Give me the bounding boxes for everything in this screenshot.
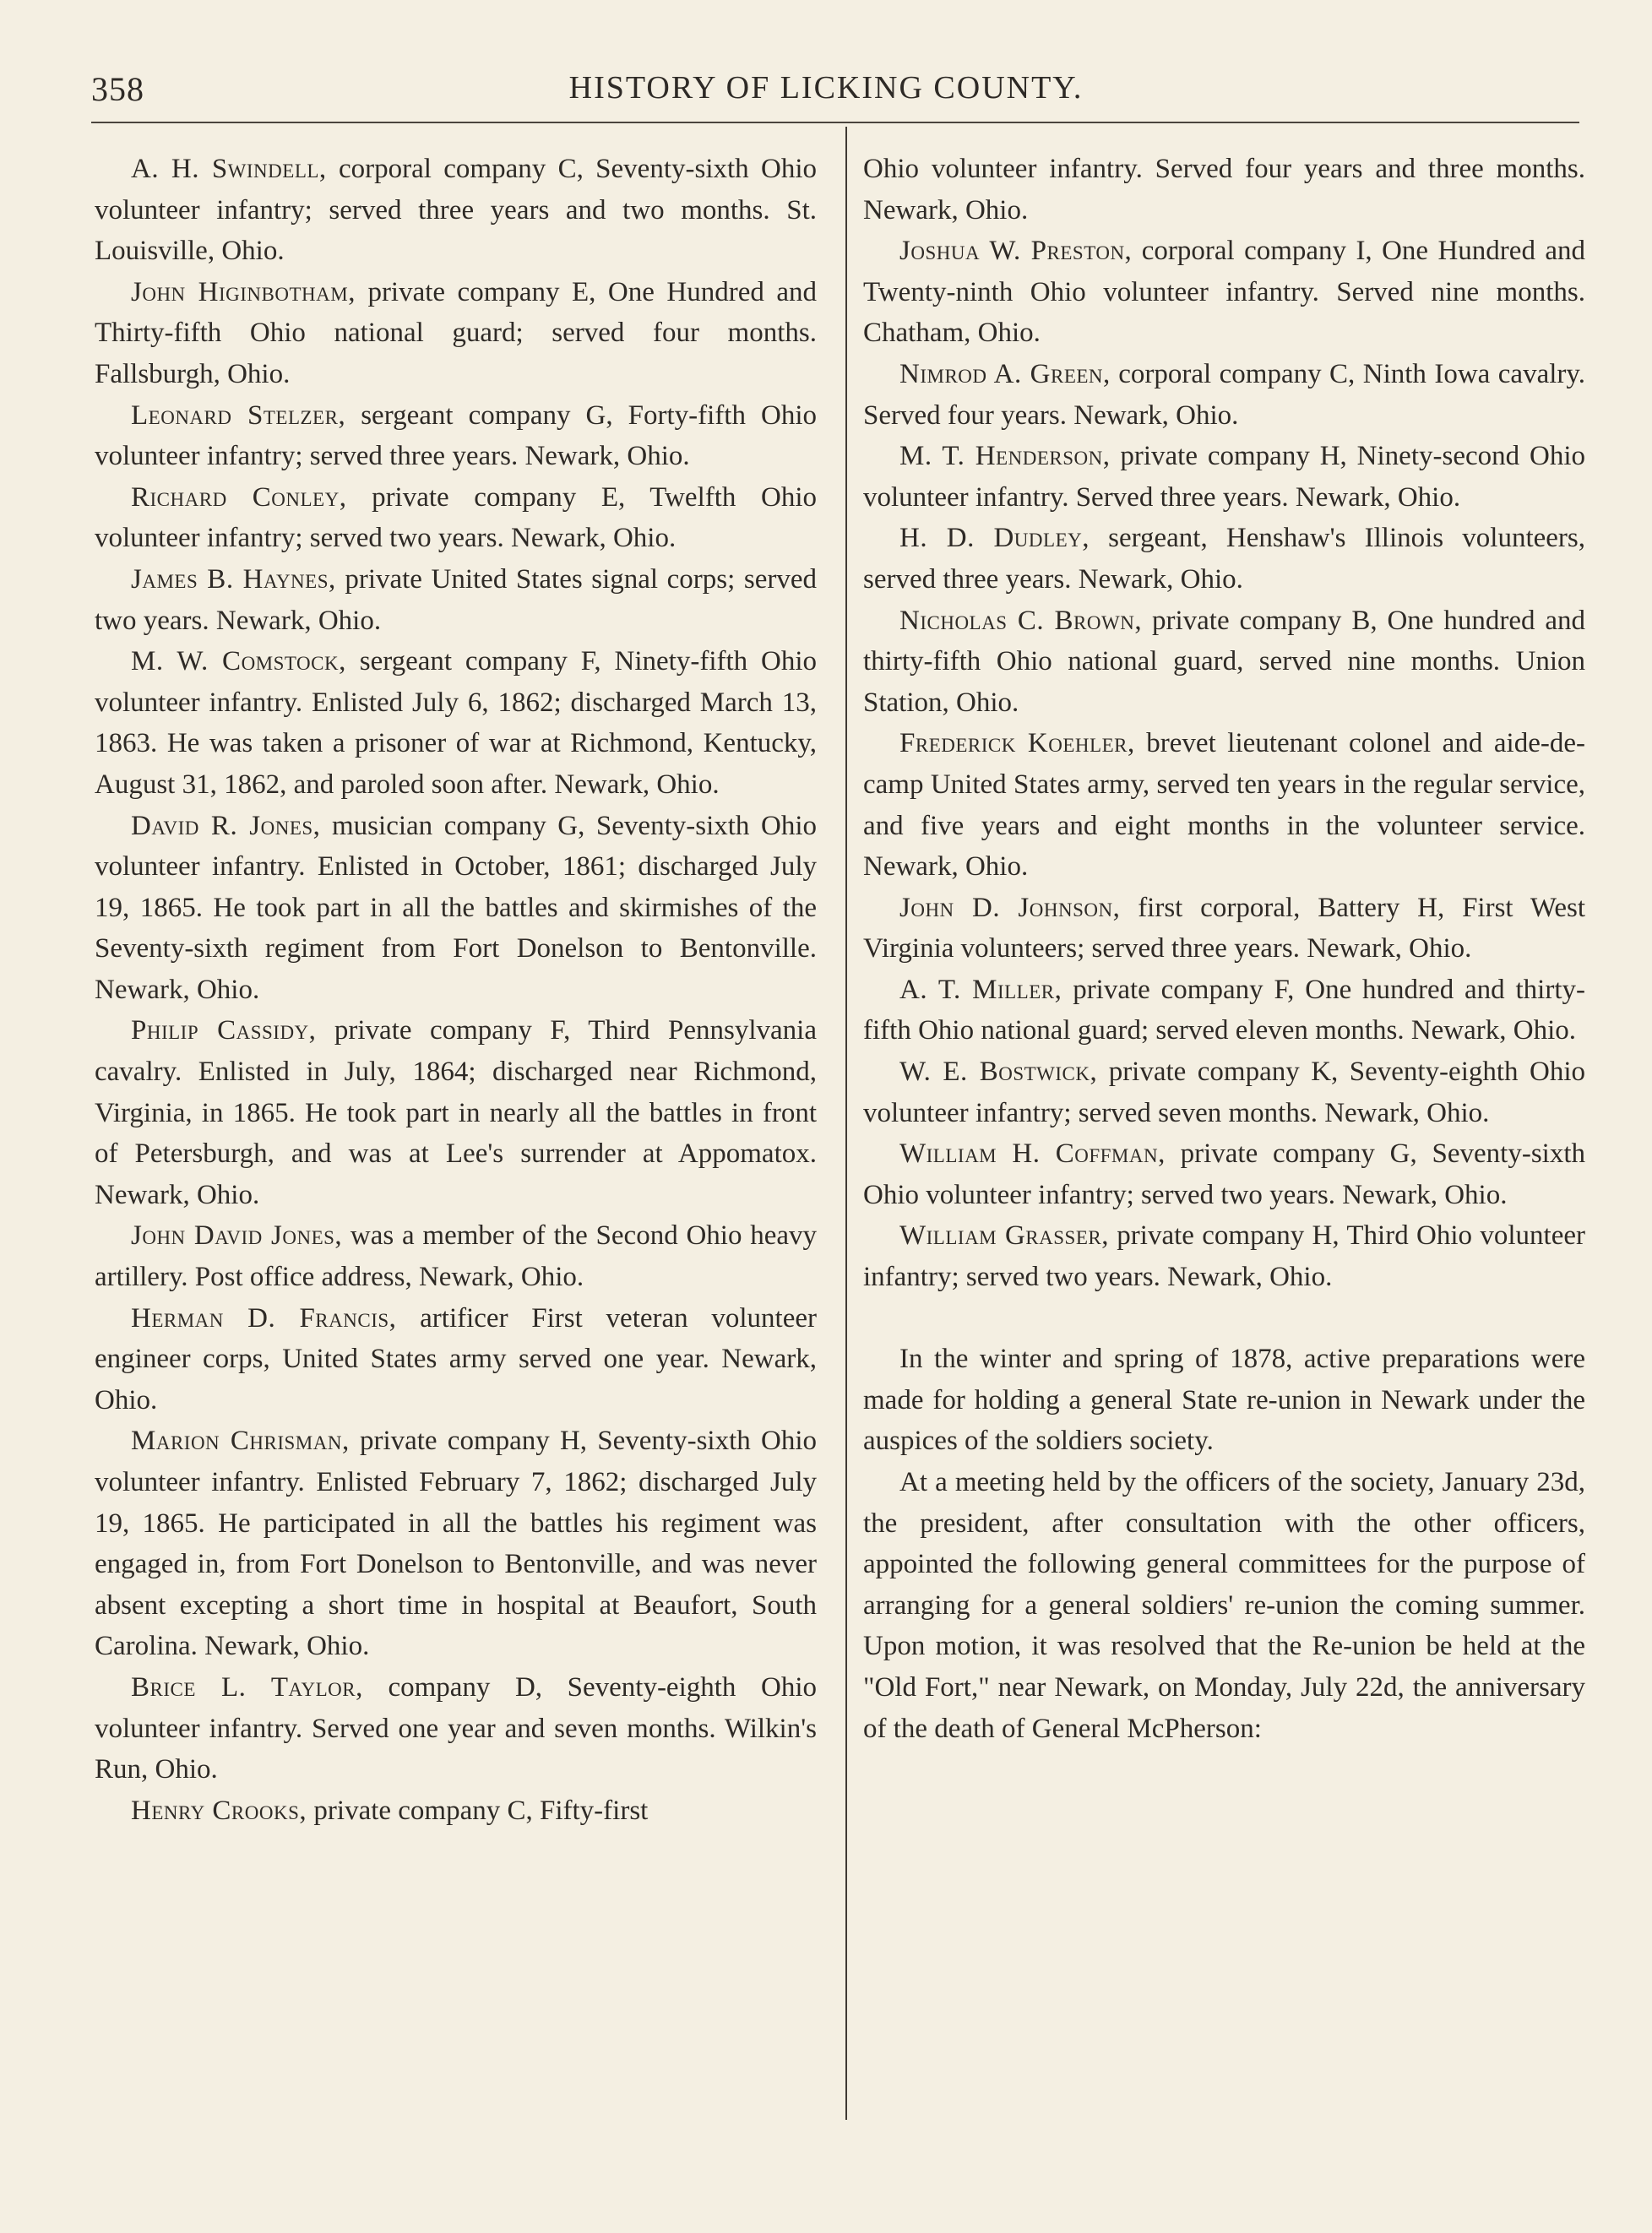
soldier-name: A. T. Miller, bbox=[899, 974, 1062, 1005]
roster-entry bbox=[863, 354, 1585, 436]
body-paragraph: At a meeting held by the officers of the society, January 23d, the president, after consultation with the other officers, appointed the following general committees for the purpose of arranging for a general soldiers' re-union the coming summer. Upon motion, it was resolved that the Re-union be held at the "Old Fort," near Newark, on Monday, July 22d, the anniversary of the death of General McPherson: bbox=[863, 1467, 1585, 1744]
column-divider bbox=[845, 127, 847, 2120]
roster-entry bbox=[95, 1298, 817, 1421]
body-paragraph: In the winter and spring of 1878, active preparations were made for holding a general State re-union in Newark under the auspices of the soldiers society. bbox=[863, 1344, 1585, 1457]
roster-entry bbox=[863, 970, 1585, 1051]
soldier-name: Herman D. Francis, bbox=[131, 1302, 397, 1334]
entry-text: brevet lieutenant colonel and aide-de-camp United States army, served ten years in the regular service, and five years and eight months in the volunteer service. Newark, Ohio. bbox=[863, 728, 1585, 883]
entry-text: first corporal, Battery H, First West Virginia volunteers; served three years. Newark, Ohio. bbox=[863, 892, 1585, 964]
soldier-name: H. D. Dudley, bbox=[899, 523, 1090, 554]
entry-text: private company F, One hundred and thirty-fifth Ohio national guard; served eleven months. Newark, Ohio. bbox=[863, 974, 1585, 1046]
roster-entry bbox=[863, 723, 1585, 887]
roster-entry bbox=[95, 149, 817, 272]
roster-entry bbox=[863, 600, 1585, 724]
soldier-name: Brice L. Taylor, bbox=[131, 1671, 363, 1703]
soldier-name: Richard Conley, bbox=[131, 481, 347, 513]
entry-text: musician company G, Seventy-sixth Ohio volunteer infantry. Enlisted in October, 1861; discharged July 19, 1865. He took part in all the battles and skirmishes of the Seventy-sixth regiment from Fort Donelson to Bentonville. Newark, Ohio. bbox=[95, 810, 817, 1005]
soldier-name: M. W. Comstock, bbox=[131, 646, 346, 677]
entry-text: sergeant, Henshaw's Illinois volunteers, served three years. Newark, Ohio. bbox=[863, 523, 1585, 595]
soldier-name: Henry Crooks, bbox=[131, 1795, 307, 1826]
soldier-name: Nicholas C. Brown, bbox=[899, 605, 1143, 636]
entry-text: private company C, Fifty-first bbox=[307, 1795, 649, 1826]
roster-entry-continuation: Ohio volunteer infantry. Served four years and three months. Newark, Ohio. bbox=[863, 154, 1585, 225]
roster-entry bbox=[95, 806, 817, 1011]
entry-text: artificer First veteran volunteer engineer corps, United States army served one year. Newark, Ohio. bbox=[95, 1302, 817, 1415]
soldier-name: A. H. Swindell, bbox=[131, 154, 327, 184]
soldier-name: W. E. Bostwick, bbox=[899, 1057, 1098, 1088]
entry-text: private company F, Third Pennsylvania cavalry. Enlisted in July, 1864; discharged near Richmond, Virginia, in 1865. He took part in nearly all the battles in front of Petersburgh, and was at Lee's surrender at Appomatox. Newark, Ohio. bbox=[95, 1015, 817, 1210]
right-column bbox=[863, 149, 1585, 2142]
roster-entry bbox=[95, 477, 817, 559]
roster-entry bbox=[95, 1215, 817, 1297]
soldier-name: John Higinbotham, bbox=[131, 276, 356, 307]
roster-entry bbox=[95, 1010, 817, 1215]
roster-entry bbox=[863, 436, 1585, 518]
roster-entry bbox=[95, 1667, 817, 1790]
soldier-name: Leonard Stelzer, bbox=[131, 399, 346, 431]
entry-text: private company E, One Hundred and Thirty-fifth Ohio national guard; served four months. Fallsburgh, Ohio. bbox=[95, 276, 817, 389]
roster-entry bbox=[863, 518, 1585, 600]
soldier-name: Joshua W. Preston, bbox=[899, 236, 1133, 267]
running-title: HISTORY OF LICKING COUNTY. bbox=[568, 70, 1084, 106]
roster-entry bbox=[95, 272, 817, 395]
entry-text: corporal company I, One Hundred and Twenty-ninth Ohio volunteer infantry. Served nine months. Chatham, Ohio. bbox=[863, 236, 1585, 349]
left-column bbox=[95, 149, 817, 2142]
entry-text: private company G, Seventy-sixth Ohio volunteer infantry; served two years. Newark, Ohio. bbox=[863, 1138, 1585, 1210]
soldier-name: Marion Chrisman, bbox=[131, 1426, 350, 1457]
soldier-name: James B. Haynes, bbox=[131, 563, 336, 595]
roster-entry bbox=[95, 641, 817, 805]
roster-entry bbox=[863, 1051, 1585, 1133]
soldier-name: Frederick Koehler, bbox=[899, 728, 1135, 759]
roster-entry bbox=[95, 1421, 817, 1667]
soldier-name: William H. Coffman, bbox=[899, 1138, 1166, 1170]
soldier-name: Nimrod A. Green, bbox=[899, 358, 1111, 389]
entry-text: private company K, Seventy-eighth Ohio volunteer infantry; served seven months. Newark, Ohio. bbox=[863, 1057, 1585, 1128]
entry-text: sergeant company G, Forty-fifth Ohio volunteer infantry; served three years. Newark, Ohio. bbox=[95, 399, 817, 472]
header-rule bbox=[91, 122, 1579, 123]
section-gap bbox=[863, 1298, 1585, 1339]
entry-text: was a member of the Second Ohio heavy artillery. Post office address, Newark, Ohio. bbox=[95, 1220, 817, 1293]
roster-entry bbox=[863, 1133, 1585, 1215]
roster-entry bbox=[863, 1215, 1585, 1297]
roster-entry bbox=[95, 395, 817, 477]
soldier-name: John D. Johnson, bbox=[899, 892, 1121, 923]
roster-entry bbox=[95, 1790, 817, 1832]
roster-entry bbox=[95, 559, 817, 641]
page-number: 358 bbox=[91, 70, 144, 108]
soldier-name: William Grasser, bbox=[899, 1220, 1109, 1252]
soldier-name: John David Jones, bbox=[131, 1220, 343, 1252]
soldier-name: David R. Jones, bbox=[131, 810, 321, 841]
roster-entry bbox=[863, 231, 1585, 354]
entry-text: private company H, Ninety-second Ohio volunteer infantry. Served three years. Newark, Ohio. bbox=[863, 441, 1585, 513]
entry-text: company D, Seventy-eighth Ohio volunteer infantry. Served one year and seven months. Wilkin's Run, Ohio. bbox=[95, 1671, 817, 1785]
soldier-name: Philip Cassidy, bbox=[131, 1015, 317, 1046]
entry-text: corporal company C, Ninth Iowa cavalry. Served four years. Newark, Ohio. bbox=[863, 358, 1585, 431]
entry-text: private company E, Twelfth Ohio volunteer infantry; served two years. Newark, Ohio. bbox=[95, 481, 817, 554]
roster-entry bbox=[863, 888, 1585, 970]
entry-text: corporal company C, Seventy-sixth Ohio volunteer infantry; served three years and two months. St. Louisville, Ohio. bbox=[95, 154, 817, 267]
entry-text: private company H, Third Ohio volunteer infantry; served two years. Newark, Ohio. bbox=[863, 1220, 1585, 1293]
entry-text: private company B, One hundred and thirty-fifth Ohio national guard, served nine months. Union Station, Ohio. bbox=[863, 605, 1585, 718]
entry-text: private company H, Seventy-sixth Ohio volunteer infantry. Enlisted February 7, 1862; discharged July 19, 1865. He participated in all the battles his regiment was engaged in, from Fort Donelson to Bentonville, and was never absent excepting a short time in hospital at Beaufort, South Carolina. Newark, Ohio. bbox=[95, 1426, 817, 1662]
entry-text: private United States signal corps; served two years. Newark, Ohio. bbox=[95, 563, 817, 636]
soldier-name: M. T. Henderson, bbox=[899, 441, 1111, 472]
entry-text: sergeant company F, Ninety-fifth Ohio volunteer infantry. Enlisted July 6, 1862; discharged March 13, 1863. He was taken a prisoner of war at Richmond, Kentucky, August 31, 1862, and paroled soon after. Newark, Ohio. bbox=[95, 646, 817, 800]
